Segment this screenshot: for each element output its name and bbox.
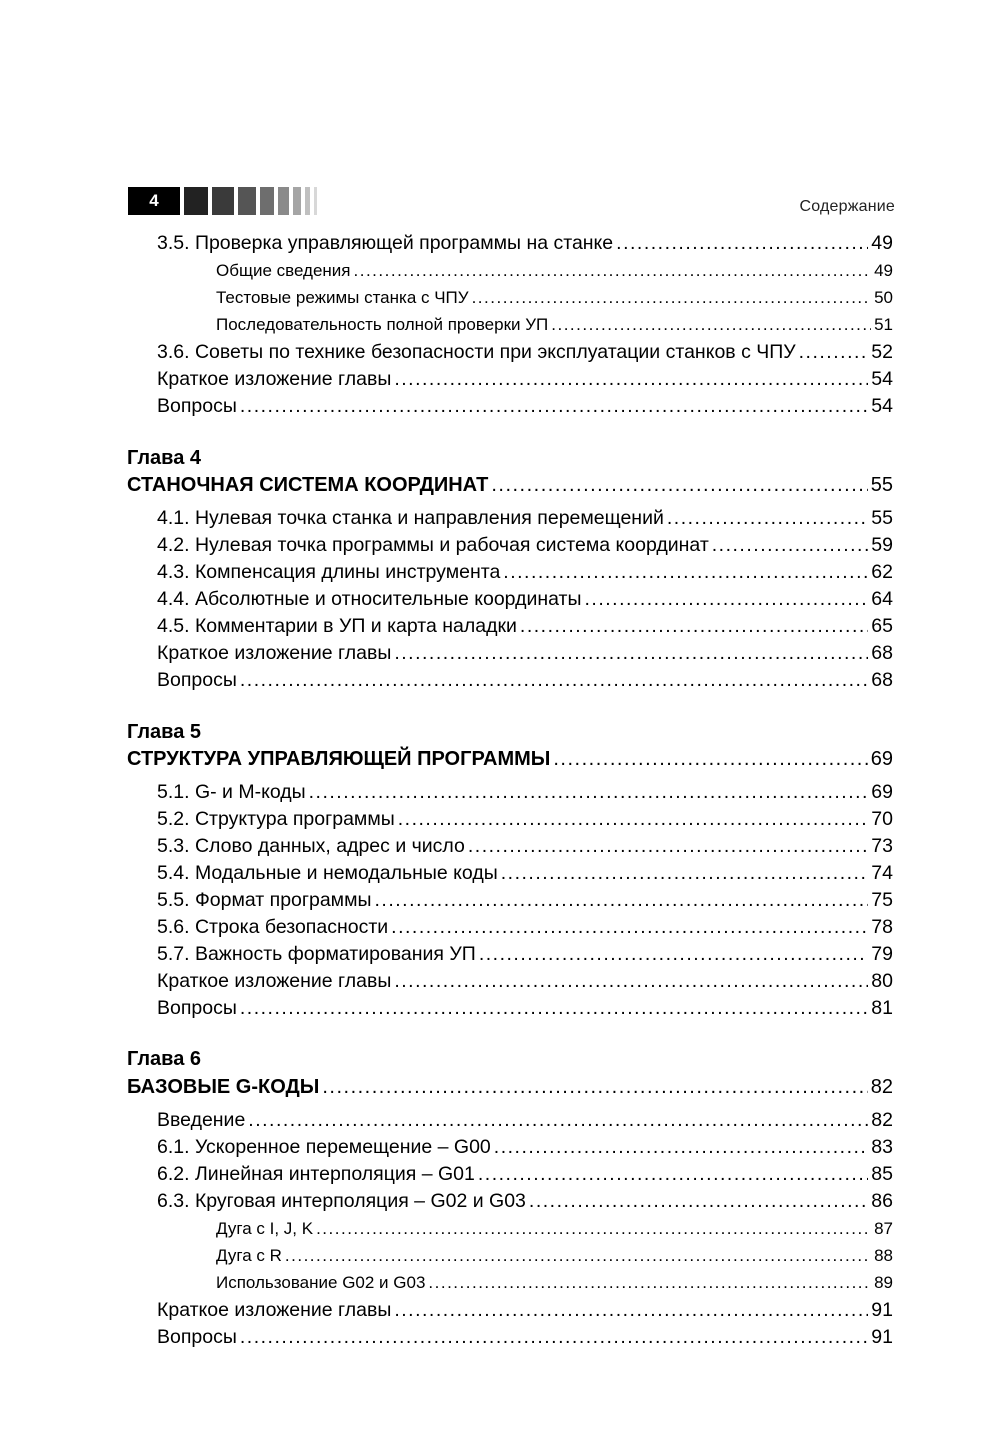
toc-entry-title: Краткое изложение главы bbox=[157, 970, 392, 992]
header-bar bbox=[278, 187, 289, 215]
leader-dots bbox=[240, 1326, 868, 1349]
toc-entry-title: 5.6. Строка безопасности bbox=[157, 916, 389, 938]
toc-entry-title: 4.1. Нулевая точка станка и направления перемещений bbox=[157, 507, 664, 529]
toc-entry-page: 55 bbox=[871, 507, 893, 529]
toc-entry[interactable] bbox=[157, 642, 893, 665]
toc-subentry[interactable] bbox=[216, 1246, 893, 1266]
toc-entry-title: Общие сведения bbox=[216, 261, 351, 280]
toc-entry-title: 5.4. Модальные и немодальные коды bbox=[157, 862, 498, 884]
toc-entry-page: 52 bbox=[871, 341, 893, 363]
toc-entry-title: 4.5. Комментарии в УП и карта наладки bbox=[157, 615, 517, 637]
leader-dots bbox=[501, 862, 869, 885]
toc-entry[interactable] bbox=[157, 1136, 893, 1159]
toc-entry-title: 3.5. Проверка управляющей программы на станке bbox=[157, 232, 614, 254]
leader-dots bbox=[551, 315, 871, 335]
leader-dots bbox=[491, 474, 867, 497]
leader-dots bbox=[712, 534, 869, 557]
leader-dots bbox=[553, 748, 867, 771]
leader-dots bbox=[391, 916, 868, 939]
toc-entry[interactable] bbox=[157, 808, 893, 831]
header-bar bbox=[260, 187, 274, 215]
leader-dots bbox=[240, 395, 868, 418]
toc-entry-title: 5.5. Формат программы bbox=[157, 889, 372, 911]
toc-entry[interactable] bbox=[157, 1109, 893, 1132]
toc-entry-title: Краткое изложение главы bbox=[157, 368, 392, 390]
toc-entry-title: 6.1. Ускоренное перемещение – G00 bbox=[157, 1136, 491, 1158]
header-decorative-bars bbox=[184, 187, 321, 215]
leader-dots bbox=[354, 261, 872, 281]
toc-entry[interactable] bbox=[157, 615, 893, 638]
leader-dots bbox=[394, 368, 868, 391]
chapter-label: Глава 6 bbox=[127, 1048, 202, 1070]
toc-entry-page: 91 bbox=[871, 1326, 893, 1348]
toc-entry[interactable] bbox=[157, 1190, 893, 1213]
toc-entry-page: 75 bbox=[871, 889, 893, 911]
header-bar bbox=[238, 187, 256, 215]
toc-entry[interactable] bbox=[157, 395, 893, 418]
toc-entry-page: 87 bbox=[874, 1219, 893, 1238]
leader-dots bbox=[240, 669, 868, 692]
toc-entry-title: Вопросы bbox=[157, 395, 237, 417]
toc-entry-title: Тестовые режимы станка с ЧПУ bbox=[216, 288, 469, 307]
leader-dots bbox=[248, 1109, 868, 1132]
leader-dots bbox=[616, 232, 868, 255]
toc-entry-title: Использование G02 и G03 bbox=[216, 1273, 426, 1292]
toc-entry-page: 89 bbox=[874, 1273, 893, 1292]
toc-entry-page: 80 bbox=[871, 970, 893, 992]
leader-dots bbox=[240, 997, 868, 1020]
toc-entry-title: Вопросы bbox=[157, 669, 237, 691]
chapter-label: Глава 4 bbox=[127, 447, 202, 469]
toc-entry[interactable] bbox=[157, 781, 893, 804]
toc-entry-page: 91 bbox=[871, 1299, 893, 1321]
header-bar bbox=[314, 187, 317, 215]
leader-dots bbox=[394, 642, 868, 665]
toc-entry-title: Краткое изложение главы bbox=[157, 642, 392, 664]
header-bar bbox=[293, 187, 301, 215]
toc-entry-title: 4.2. Нулевая точка программы и рабочая система координат bbox=[157, 534, 709, 556]
toc-entry-page: 65 bbox=[871, 615, 893, 637]
toc-entry-title: Последовательность полной проверки УП bbox=[216, 315, 549, 334]
toc-subentry[interactable] bbox=[216, 1273, 893, 1293]
toc-subentry[interactable] bbox=[216, 1219, 893, 1239]
toc-subentry[interactable] bbox=[216, 261, 893, 281]
toc-entry[interactable] bbox=[157, 232, 893, 255]
toc-entry[interactable] bbox=[157, 997, 893, 1020]
leader-dots bbox=[398, 808, 869, 831]
leader-dots bbox=[494, 1136, 869, 1159]
leader-dots bbox=[585, 588, 869, 611]
leader-dots bbox=[520, 615, 868, 638]
toc-entry[interactable] bbox=[157, 862, 893, 885]
leader-dots bbox=[428, 1273, 871, 1293]
toc-entry-title: Дуга с I, J, K bbox=[216, 1219, 314, 1238]
toc-entry-title: 3.6. Советы по технике безопасности при эксплуатации станков с ЧПУ bbox=[157, 341, 796, 363]
toc-entry-page: 55 bbox=[870, 474, 893, 496]
leader-dots bbox=[799, 341, 869, 364]
leader-dots bbox=[285, 1246, 871, 1266]
toc-entry[interactable] bbox=[157, 1163, 893, 1186]
toc-entry[interactable] bbox=[157, 561, 893, 584]
toc-entry-title: 4.4. Абсолютные и относительные координаты bbox=[157, 588, 582, 610]
toc-entry-title: 5.7. Важность форматирования УП bbox=[157, 943, 476, 965]
toc-entry-page: 82 bbox=[870, 1076, 893, 1098]
chapter-label: Глава 5 bbox=[127, 721, 202, 743]
toc-entry-page: 69 bbox=[870, 748, 893, 770]
leader-dots bbox=[316, 1219, 871, 1239]
toc-entry[interactable] bbox=[157, 669, 893, 692]
toc-entry-title: Введение bbox=[157, 1109, 246, 1131]
toc-entry-title: Краткое изложение главы bbox=[157, 1299, 392, 1321]
page-number: 4 bbox=[128, 187, 180, 215]
leader-dots bbox=[322, 1076, 867, 1099]
toc-entry-title: СТАНОЧНАЯ СИСТЕМА КООРДИНАТ bbox=[127, 474, 489, 496]
toc-entry-page: 82 bbox=[871, 1109, 893, 1131]
toc-entry[interactable] bbox=[157, 1299, 893, 1322]
toc-entry-page: 54 bbox=[871, 368, 893, 390]
leader-dots bbox=[529, 1190, 868, 1213]
toc-entry-title: Дуга с R bbox=[216, 1246, 282, 1265]
toc-entry-page: 51 bbox=[874, 315, 893, 334]
toc-entry[interactable] bbox=[157, 916, 893, 939]
toc-entry-page: 85 bbox=[871, 1163, 893, 1185]
toc-entry-title: 6.2. Линейная интерполяция – G01 bbox=[157, 1163, 475, 1185]
leader-dots bbox=[394, 970, 868, 993]
header-bar bbox=[184, 187, 208, 215]
leader-dots bbox=[479, 943, 868, 966]
leader-dots bbox=[472, 288, 872, 308]
leader-dots bbox=[667, 507, 868, 530]
toc-entry-page: 74 bbox=[871, 862, 893, 884]
toc-entry[interactable] bbox=[157, 368, 893, 391]
toc-entry[interactable] bbox=[157, 943, 893, 966]
header-bar bbox=[305, 187, 310, 215]
leader-dots bbox=[478, 1163, 868, 1186]
chapter-title-entry[interactable] bbox=[127, 748, 893, 771]
toc-entry-title: СТРУКТУРА УПРАВЛЯЮЩЕЙ ПРОГРАММЫ bbox=[127, 748, 551, 770]
toc-entry-title: Вопросы bbox=[157, 997, 237, 1019]
toc-entry-page: 49 bbox=[871, 232, 893, 254]
toc-entry-page: 54 bbox=[871, 395, 893, 417]
chapter-title-entry[interactable] bbox=[127, 474, 893, 497]
leader-dots bbox=[503, 561, 868, 584]
toc-entry-page: 69 bbox=[871, 781, 893, 803]
toc-entry-title: 5.1. G- и M-коды bbox=[157, 781, 306, 803]
leader-dots bbox=[468, 835, 868, 858]
toc-entry[interactable] bbox=[157, 970, 893, 993]
running-title: Содержание bbox=[799, 198, 895, 215]
leader-dots bbox=[394, 1299, 868, 1322]
toc-subentry[interactable] bbox=[216, 288, 893, 308]
toc-entry-title: 5.2. Структура программы bbox=[157, 808, 395, 830]
toc-entry[interactable] bbox=[157, 507, 893, 530]
toc-entry[interactable] bbox=[157, 341, 893, 364]
toc-entry-title: Вопросы bbox=[157, 1326, 237, 1348]
toc-entry[interactable] bbox=[157, 588, 893, 611]
toc-entry-page: 88 bbox=[874, 1246, 893, 1265]
toc-entry-page: 86 bbox=[871, 1190, 893, 1212]
toc-entry-title: 5.3. Слово данных, адрес и число bbox=[157, 835, 465, 857]
toc-entry-title: БАЗОВЫЕ G-КОДЫ bbox=[127, 1076, 320, 1098]
toc-entry-page: 49 bbox=[874, 261, 893, 280]
toc-entry-page: 70 bbox=[871, 808, 893, 830]
toc-entry-page: 83 bbox=[871, 1136, 893, 1158]
toc-entry-title: 6.3. Круговая интерполяция – G02 и G03 bbox=[157, 1190, 526, 1212]
toc-entry-page: 68 bbox=[871, 642, 893, 664]
leader-dots bbox=[309, 781, 869, 804]
toc-entry[interactable] bbox=[157, 1326, 893, 1349]
toc-entry-page: 64 bbox=[871, 588, 893, 610]
header-bar bbox=[212, 187, 234, 215]
toc-entry-page: 62 bbox=[871, 561, 893, 583]
toc-entry-title: 4.3. Компенсация длины инструмента bbox=[157, 561, 501, 583]
toc-entry-page: 79 bbox=[871, 943, 893, 965]
leader-dots bbox=[375, 889, 869, 912]
toc-entry-page: 73 bbox=[871, 835, 893, 857]
toc-entry-page: 59 bbox=[871, 534, 893, 556]
toc-entry[interactable] bbox=[157, 835, 893, 858]
toc-entry-page: 68 bbox=[871, 669, 893, 691]
toc-entry[interactable] bbox=[157, 889, 893, 912]
toc-entry-page: 50 bbox=[874, 288, 893, 307]
toc-entry[interactable] bbox=[157, 534, 893, 557]
toc-entry-page: 78 bbox=[871, 916, 893, 938]
toc-entry-page: 81 bbox=[871, 997, 893, 1019]
chapter-title-entry[interactable] bbox=[127, 1076, 893, 1099]
toc-subentry[interactable] bbox=[216, 315, 893, 335]
